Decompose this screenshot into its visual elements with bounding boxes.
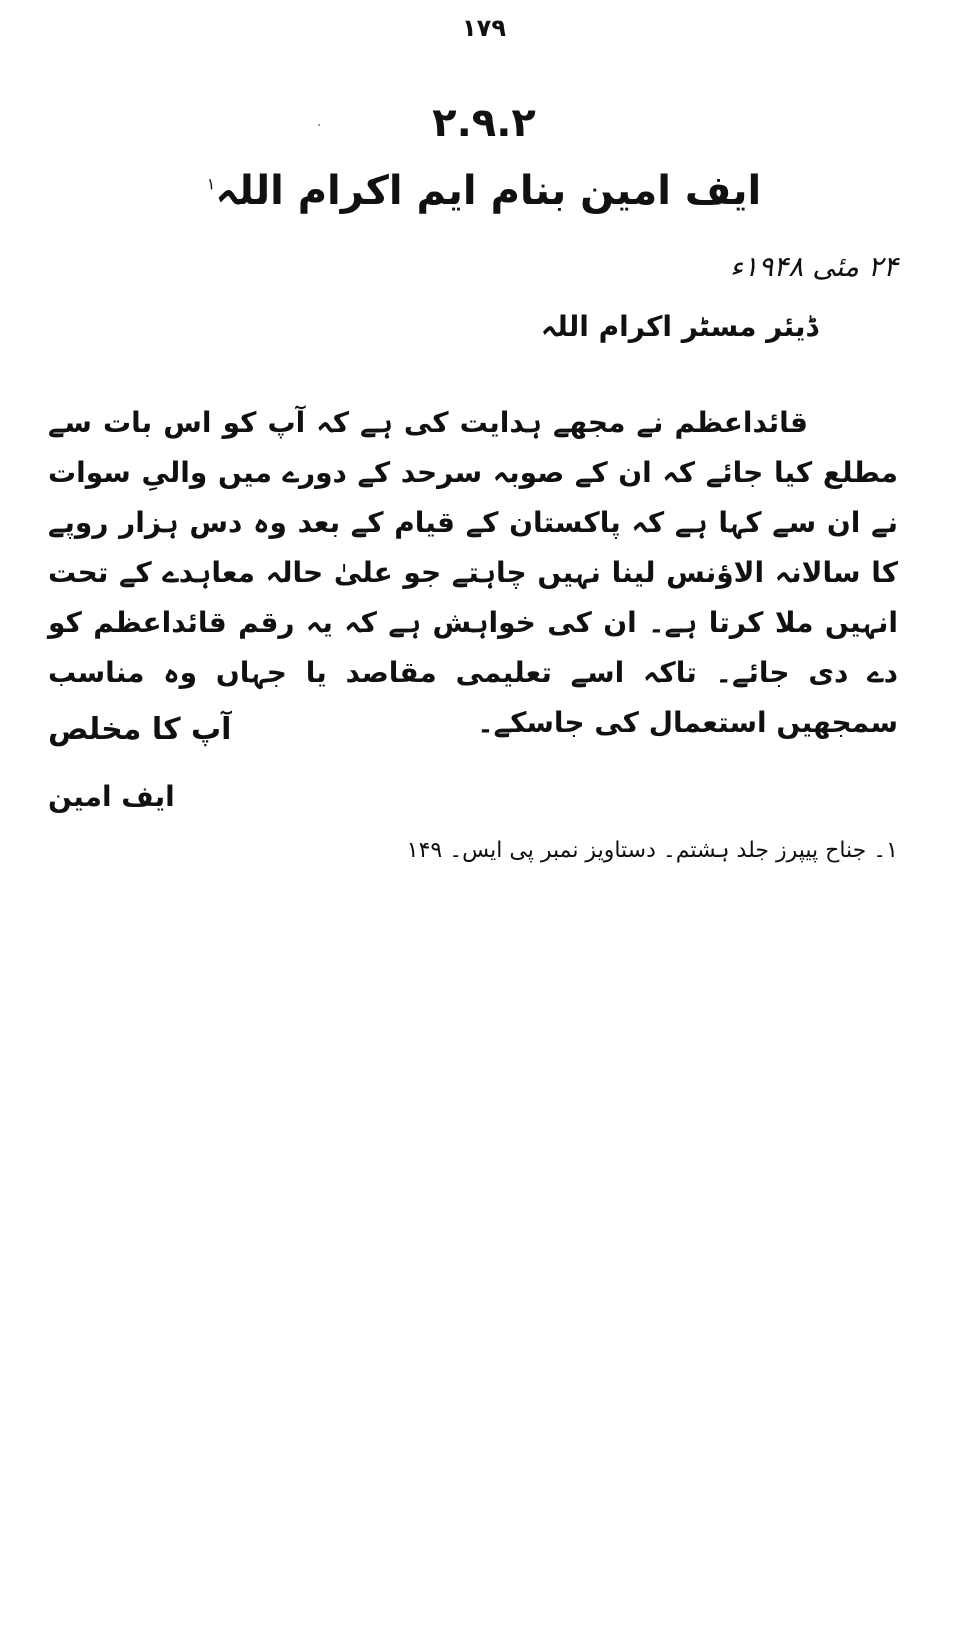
page-number: ۱۷۹	[462, 14, 506, 42]
section-number: ۲.۹.۲	[432, 100, 536, 146]
document-title-text: ایف امین بنام ایم اکرام اللہ	[215, 168, 762, 214]
letter-body: قائداعظم نے مجھے ہدایت کی ہے کہ آپ کو اس بات سے مطلع کیا جائے کہ ان کے صوبہ سرحد کے دورے میں والیِ سوات نے ان سے کہا ہے کہ پاکستان کے قیام کے بعد وہ دس ہزار روپے کا سالانہ الاؤنس لینا نہیں چاہتے جو علیٰ حالہ معاہدے کے تحت انہیں ملا کرتا ہے۔ ان کی خواہش ہے کہ یہ رقم قائداعظم کو دے دی جائے۔ تاکہ اسے تعلیمی مقاصد یا جہاں وہ مناسب سمجھیں استعمال کی جاسکے۔	[48, 406, 898, 739]
letter-signature: ایف امین	[48, 780, 175, 813]
letter-date: ۲۴ مئی ۱۹۴۸ء	[730, 250, 898, 283]
letter-salutation: ڈیئر مسٹر اکرام اللہ	[540, 310, 818, 343]
title-footnote-marker: ۱	[206, 174, 216, 194]
document-title	[0, 168, 968, 214]
letter-closing: آپ کا مخلص	[48, 712, 232, 747]
footnote: ۱۔ جناح پیپرز جلد ہشتم۔ دستاویز نمبر پی ایس۔ ۱۴۹	[406, 838, 898, 863]
